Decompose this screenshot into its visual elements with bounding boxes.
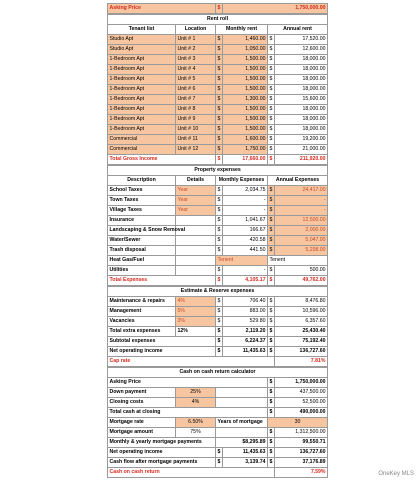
expense-details bbox=[176, 246, 216, 256]
cash-on-cash-table bbox=[107, 367, 328, 478]
expense-annual: 500.00 bbox=[275, 266, 328, 276]
monthly-rent-cell[interactable]: 1,500.00 bbox=[223, 85, 268, 95]
noi-monthly: 11,435.63 bbox=[223, 347, 268, 357]
currency-sign: $ bbox=[216, 145, 223, 155]
table-row bbox=[108, 196, 328, 206]
currency-sign: $ bbox=[216, 458, 223, 468]
total-extra-label: Total extra expenses bbox=[108, 327, 176, 337]
annual-rent-cell: 15,600.00 bbox=[275, 95, 328, 105]
table-row bbox=[108, 297, 328, 307]
expense-description: Heat Gas/Fuel bbox=[108, 256, 176, 266]
currency-sign: $ bbox=[216, 135, 223, 145]
currency-sign: $ bbox=[216, 206, 223, 216]
currency-sign: $ bbox=[216, 35, 223, 45]
col-annual-expenses: Annual Expenses bbox=[268, 176, 328, 186]
expense-details bbox=[176, 266, 216, 276]
annual-rent-cell: 18,000.00 bbox=[275, 115, 328, 125]
annual-rent-cell: 18,000.00 bbox=[275, 105, 328, 115]
table-row bbox=[108, 206, 328, 216]
mortgage-amount-pct: 75% bbox=[176, 428, 216, 438]
cap-rate-label: Cap rate bbox=[108, 357, 275, 367]
currency-sign: $ bbox=[268, 266, 275, 276]
expense-description: Utilities bbox=[108, 266, 176, 276]
currency-sign: $ bbox=[268, 327, 275, 337]
expense-monthly: 1,041.67 bbox=[223, 216, 268, 226]
currency-sign: $ bbox=[268, 246, 275, 256]
table-row bbox=[108, 145, 328, 155]
reserve-pct[interactable]: 3% bbox=[176, 317, 216, 327]
mortgage-rate-pct[interactable]: 6.50% bbox=[176, 418, 216, 428]
table-row bbox=[108, 75, 328, 85]
currency-sign: $ bbox=[268, 155, 275, 165]
reserve-monthly: 883.00 bbox=[223, 307, 268, 317]
cash-flow-monthly: 3,139.74 bbox=[223, 458, 268, 468]
currency-sign: $ bbox=[216, 448, 223, 458]
rent-roll-table bbox=[107, 14, 328, 165]
expense-description: Water/Sewer bbox=[108, 236, 176, 246]
monthly-rent-cell[interactable]: 1,460.00 bbox=[223, 35, 268, 45]
expense-description: Village Taxes bbox=[108, 206, 176, 216]
currency-sign: $ bbox=[216, 216, 223, 226]
expense-annual[interactable]: 12,500.00 bbox=[275, 216, 328, 226]
monthly-rent-cell[interactable]: 1,500.00 bbox=[223, 55, 268, 65]
total-monthly-rent: 17,660.00 bbox=[223, 155, 268, 165]
rent-roll-title: Rent roll bbox=[108, 15, 328, 25]
mortgage-payments-label: Monthly & yearly mortgage payments bbox=[108, 438, 216, 448]
currency-sign: $ bbox=[268, 45, 275, 55]
cap-rate-value: 7.81% bbox=[275, 357, 328, 367]
expense-description: Landscaping & Snow Removal bbox=[108, 226, 176, 236]
coc-noi-annual: 136,727.60 bbox=[275, 448, 328, 458]
subtotal-annual: 75,192.40 bbox=[275, 337, 328, 347]
currency-sign: $ bbox=[268, 206, 275, 216]
expense-annual: Tenent bbox=[268, 256, 328, 266]
expense-annual[interactable]: - bbox=[275, 196, 328, 206]
location-cell[interactable]: Unit # 3 bbox=[176, 55, 216, 65]
total-extra-annual: 25,430.40 bbox=[275, 327, 328, 337]
table-row bbox=[108, 45, 328, 55]
expense-monthly: 420.58 bbox=[223, 236, 268, 246]
subtotal-label: Subtotal expenses bbox=[108, 337, 216, 347]
closing-costs-pct[interactable]: 4% bbox=[176, 398, 216, 408]
expense-details bbox=[176, 256, 216, 266]
currency-sign: $ bbox=[268, 186, 275, 196]
subtotal-monthly: 6,224.37 bbox=[223, 337, 268, 347]
table-row bbox=[108, 35, 328, 45]
currency-sign: $ bbox=[216, 186, 223, 196]
currency-sign: $ bbox=[268, 276, 275, 286]
currency-sign: $ bbox=[268, 458, 275, 468]
monthly-rent-cell[interactable]: 1,500.00 bbox=[223, 115, 268, 125]
table-row bbox=[108, 307, 328, 317]
tenant-cell[interactable]: Commercial bbox=[108, 145, 176, 155]
closing-costs-label: Closing costs bbox=[108, 398, 176, 408]
reserve-monthly: 529.80 bbox=[223, 317, 268, 327]
currency-sign: $ bbox=[216, 155, 223, 165]
expense-monthly: 2,034.75 bbox=[223, 186, 268, 196]
location-cell[interactable]: Unit # 6 bbox=[176, 85, 216, 95]
table-row bbox=[108, 246, 328, 256]
closing-costs-value: 52,500.00 bbox=[275, 398, 328, 408]
total-annual-rent: 211,920.00 bbox=[275, 155, 328, 165]
monthly-rent-cell[interactable]: 1,750.00 bbox=[223, 145, 268, 155]
currency-sign: $ bbox=[268, 125, 275, 135]
currency-sign: $ bbox=[268, 115, 275, 125]
currency-sign: $ bbox=[216, 327, 223, 337]
total-cash-label: Total cash at closing bbox=[108, 408, 268, 418]
currency-sign: $ bbox=[216, 297, 223, 307]
table-row bbox=[108, 236, 328, 246]
currency-sign: $ bbox=[268, 378, 275, 388]
expense-description: Insurance bbox=[108, 216, 176, 226]
expense-annual[interactable]: - bbox=[275, 206, 328, 216]
currency-sign: $ bbox=[216, 75, 223, 85]
currency-sign: $ bbox=[268, 216, 275, 226]
location-cell[interactable]: Unit # 12 bbox=[176, 145, 216, 155]
col-location: Location bbox=[176, 25, 216, 35]
monthly-rent-cell[interactable]: 1,500.00 bbox=[223, 125, 268, 135]
expense-monthly: - bbox=[223, 206, 268, 216]
expense-description: Town Taxes bbox=[108, 196, 176, 206]
cash-flow-annual: 37,176.89 bbox=[275, 458, 328, 468]
annual-rent-cell: 18,000.00 bbox=[275, 85, 328, 95]
table-row bbox=[108, 135, 328, 145]
down-payment-value: 437,500.00 bbox=[275, 388, 328, 398]
tenant-cell[interactable]: 1-Bedroom Apt bbox=[108, 95, 176, 105]
expense-monthly[interactable]: Tenent bbox=[216, 256, 268, 266]
monthly-rent-cell[interactable]: 1,050.00 bbox=[223, 45, 268, 55]
currency-sign: $ bbox=[216, 105, 223, 115]
currency-sign: $ bbox=[216, 85, 223, 95]
down-payment-pct[interactable]: 25% bbox=[176, 388, 216, 398]
coc-asking-label: Asking Price bbox=[108, 378, 268, 388]
total-gross-income-label: Total Gross Income bbox=[108, 155, 216, 165]
mortgage-amount-value: 1,312,500.00 bbox=[275, 428, 328, 438]
monthly-rent-cell[interactable]: 1,300.00 bbox=[223, 95, 268, 105]
reserve-annual: 6,357.60 bbox=[275, 317, 328, 327]
monthly-rent-cell[interactable]: 1,600.00 bbox=[223, 135, 268, 145]
monthly-rent-cell[interactable]: 1,500.00 bbox=[223, 65, 268, 75]
annual-rent-cell: 18,000.00 bbox=[275, 65, 328, 75]
currency-sign: $ bbox=[268, 226, 275, 236]
expense-details[interactable]: Year bbox=[176, 196, 216, 206]
expense-monthly: 441.50 bbox=[223, 246, 268, 256]
tenant-cell[interactable]: 1-Bedroom Apt bbox=[108, 75, 176, 85]
currency-sign: $ bbox=[268, 236, 275, 246]
location-cell[interactable]: Unit # 11 bbox=[176, 135, 216, 145]
currency-sign: $ bbox=[268, 297, 275, 307]
currency-sign: $ bbox=[216, 337, 223, 347]
reserve-pct[interactable]: 4% bbox=[176, 297, 216, 307]
noi-label: Net operating income bbox=[108, 347, 216, 357]
currency-sign: $ bbox=[216, 95, 223, 105]
total-cash-value: 490,000.00 bbox=[275, 408, 328, 418]
coc-return-label: Cash on cash return bbox=[108, 468, 275, 478]
reserve-label: Management bbox=[108, 307, 176, 317]
currency-sign: $ bbox=[268, 35, 275, 45]
monthly-rent-cell[interactable]: 1,500.00 bbox=[223, 75, 268, 85]
total-annual-expenses: 49,762.00 bbox=[275, 276, 328, 286]
expense-description: Trash disposal bbox=[108, 246, 176, 256]
annual-rent-cell: 12,600.00 bbox=[275, 45, 328, 55]
reserve-expenses-table bbox=[107, 286, 328, 367]
currency-sign: $ bbox=[216, 115, 223, 125]
table-row bbox=[108, 266, 328, 276]
monthly-rent-cell[interactable]: 1,500.00 bbox=[223, 105, 268, 115]
tenant-cell[interactable]: 1-Bedroom Apt bbox=[108, 115, 176, 125]
currency-sign: $ bbox=[268, 388, 275, 398]
reserve-title: Estimate & Reserve expenses bbox=[108, 287, 328, 297]
total-monthly-expenses: 4,105.17 bbox=[223, 276, 268, 286]
currency-sign: $ bbox=[268, 448, 275, 458]
currency-sign: $ bbox=[268, 398, 275, 408]
reserve-annual: 10,596.00 bbox=[275, 307, 328, 317]
coc-asking-value: 1,750,000.00 bbox=[275, 378, 328, 388]
property-expenses-title: Property expenses bbox=[108, 166, 328, 176]
location-cell[interactable]: Unit # 2 bbox=[176, 45, 216, 55]
currency-sign: $ bbox=[268, 145, 275, 155]
coc-noi-monthly: 11,435.63 bbox=[223, 448, 268, 458]
annual-rent-cell: 18,000.00 bbox=[275, 125, 328, 135]
currency-sign: $ bbox=[268, 337, 275, 347]
expense-details bbox=[176, 236, 216, 246]
down-payment-label: Down payment bbox=[108, 388, 176, 398]
expense-annual[interactable]: 5,298.00 bbox=[275, 246, 328, 256]
annual-rent-cell: 18,000.00 bbox=[275, 75, 328, 85]
location-cell[interactable]: Unit # 4 bbox=[176, 65, 216, 75]
table-row bbox=[108, 55, 328, 65]
reserve-annual: 8,476.80 bbox=[275, 297, 328, 307]
table-row bbox=[108, 226, 328, 236]
expense-details bbox=[176, 216, 216, 226]
annual-rent-cell: 18,000.00 bbox=[275, 55, 328, 65]
tenant-cell[interactable]: Studio Apt bbox=[108, 45, 176, 55]
expense-monthly: - bbox=[223, 266, 268, 276]
location-cell[interactable]: Unit # 10 bbox=[176, 125, 216, 135]
currency-sign: $ bbox=[216, 266, 223, 276]
currency-sign: $ bbox=[216, 65, 223, 75]
expense-details[interactable]: Year bbox=[176, 206, 216, 216]
table-row bbox=[108, 216, 328, 226]
currency-sign: $ bbox=[216, 4, 223, 14]
table-row bbox=[108, 186, 328, 196]
mortgage-payment-monthly: $8,295.89 bbox=[216, 438, 268, 448]
expense-details[interactable]: Year bbox=[176, 186, 216, 196]
location-cell[interactable]: Unit # 9 bbox=[176, 115, 216, 125]
years-label: Years of mortgage bbox=[216, 418, 268, 428]
currency-sign: $ bbox=[268, 135, 275, 145]
expense-annual[interactable]: 24,417.00 bbox=[275, 186, 328, 196]
coc-return-value: 7.59% bbox=[275, 468, 328, 478]
currency-sign: $ bbox=[268, 75, 275, 85]
expense-annual[interactable]: 2,000.00 bbox=[275, 226, 328, 236]
currency-sign: $ bbox=[268, 438, 275, 448]
total-extra-monthly: 2,119.20 bbox=[223, 327, 268, 337]
table-row bbox=[108, 85, 328, 95]
total-extra-pct: 12% bbox=[176, 327, 216, 337]
annual-rent-cell: 17,520.00 bbox=[275, 35, 328, 45]
table-row bbox=[108, 115, 328, 125]
currency-sign: $ bbox=[268, 307, 275, 317]
currency-sign: $ bbox=[268, 428, 275, 438]
currency-sign: $ bbox=[216, 196, 223, 206]
currency-sign: $ bbox=[268, 65, 275, 75]
table-row bbox=[108, 125, 328, 135]
currency-sign: $ bbox=[268, 196, 275, 206]
annual-rent-cell: 21,000.00 bbox=[275, 145, 328, 155]
asking-price-label: Asking Price bbox=[108, 4, 216, 14]
expense-monthly: 166.67 bbox=[223, 226, 268, 236]
mortgage-payment-annual: 99,550.71 bbox=[275, 438, 328, 448]
asking-price-table bbox=[107, 3, 328, 14]
currency-sign: $ bbox=[216, 226, 223, 236]
currency-sign: $ bbox=[268, 105, 275, 115]
location-cell[interactable]: Unit # 5 bbox=[176, 75, 216, 85]
tenant-cell[interactable]: 1-Bedroom Apt bbox=[108, 65, 176, 75]
mortgage-rate-label: Mortgage rate bbox=[108, 418, 176, 428]
col-monthly-expenses: Monthly Expenses bbox=[216, 176, 268, 186]
location-cell[interactable]: Unit # 7 bbox=[176, 95, 216, 105]
mortgage-amount-label: Mortgage amount bbox=[108, 428, 176, 438]
coc-noi-label: Net operating income bbox=[108, 448, 216, 458]
col-details: Details bbox=[176, 176, 216, 186]
tenant-cell[interactable]: 1-Bedroom Apt bbox=[108, 55, 176, 65]
asking-price-value: 1,750,000.00 bbox=[223, 4, 328, 14]
currency-sign: $ bbox=[268, 55, 275, 65]
location-cell[interactable]: Unit # 8 bbox=[176, 105, 216, 115]
reserve-monthly: 706.40 bbox=[223, 297, 268, 307]
tenant-cell[interactable]: Commercial bbox=[108, 135, 176, 145]
currency-sign: $ bbox=[268, 347, 275, 357]
expense-annual[interactable]: 5,047.00 bbox=[275, 236, 328, 246]
table-row bbox=[108, 105, 328, 115]
expense-description: School Taxes bbox=[108, 186, 176, 196]
currency-sign: $ bbox=[216, 236, 223, 246]
total-expenses-label: Total Expenses bbox=[108, 276, 216, 286]
currency-sign: $ bbox=[268, 317, 275, 327]
tenant-cell[interactable]: 1-Bedroom Apt bbox=[108, 105, 176, 115]
col-tenant-list: Tenant list bbox=[108, 25, 176, 35]
reserve-label: Vacancies bbox=[108, 317, 176, 327]
currency-sign: $ bbox=[216, 317, 223, 327]
col-description: Description bbox=[108, 176, 176, 186]
expense-monthly: - bbox=[223, 196, 268, 206]
currency-sign: $ bbox=[216, 55, 223, 65]
tenant-cell[interactable]: 1-Bedroom Apt bbox=[108, 85, 176, 95]
currency-sign: $ bbox=[216, 246, 223, 256]
annual-rent-cell: 19,200.00 bbox=[275, 135, 328, 145]
watermark: OneKey MLS bbox=[378, 471, 414, 477]
table-row bbox=[108, 256, 328, 266]
table-row bbox=[108, 65, 328, 75]
reserve-label: Maintenance & repairs bbox=[108, 297, 176, 307]
table-row bbox=[108, 95, 328, 105]
currency-sign: $ bbox=[216, 307, 223, 317]
currency-sign: $ bbox=[268, 408, 275, 418]
tenant-cell[interactable]: 1-Bedroom Apt bbox=[108, 125, 176, 135]
currency-sign: $ bbox=[216, 45, 223, 55]
col-annual-rent: Annual rent bbox=[268, 25, 328, 35]
tenant-cell[interactable]: Studio Apt bbox=[108, 35, 176, 45]
cash-flow-label: Cash flow after mortgage payments bbox=[108, 458, 216, 468]
table-row bbox=[108, 317, 328, 327]
currency-sign: $ bbox=[268, 95, 275, 105]
currency-sign: $ bbox=[216, 125, 223, 135]
location-cell[interactable]: Unit # 1 bbox=[176, 35, 216, 45]
col-monthly-rent: Monthly rent bbox=[216, 25, 268, 35]
spreadsheet bbox=[107, 3, 327, 478]
currency-sign: $ bbox=[216, 347, 223, 357]
noi-annual: 136,727.60 bbox=[275, 347, 328, 357]
currency-sign: $ bbox=[268, 85, 275, 95]
reserve-pct[interactable]: 5% bbox=[176, 307, 216, 317]
years-value[interactable]: 30 bbox=[268, 418, 328, 428]
currency-sign: $ bbox=[216, 276, 223, 286]
property-expenses-table bbox=[107, 165, 328, 286]
coc-title: Cash on cash return calculator bbox=[108, 368, 328, 378]
